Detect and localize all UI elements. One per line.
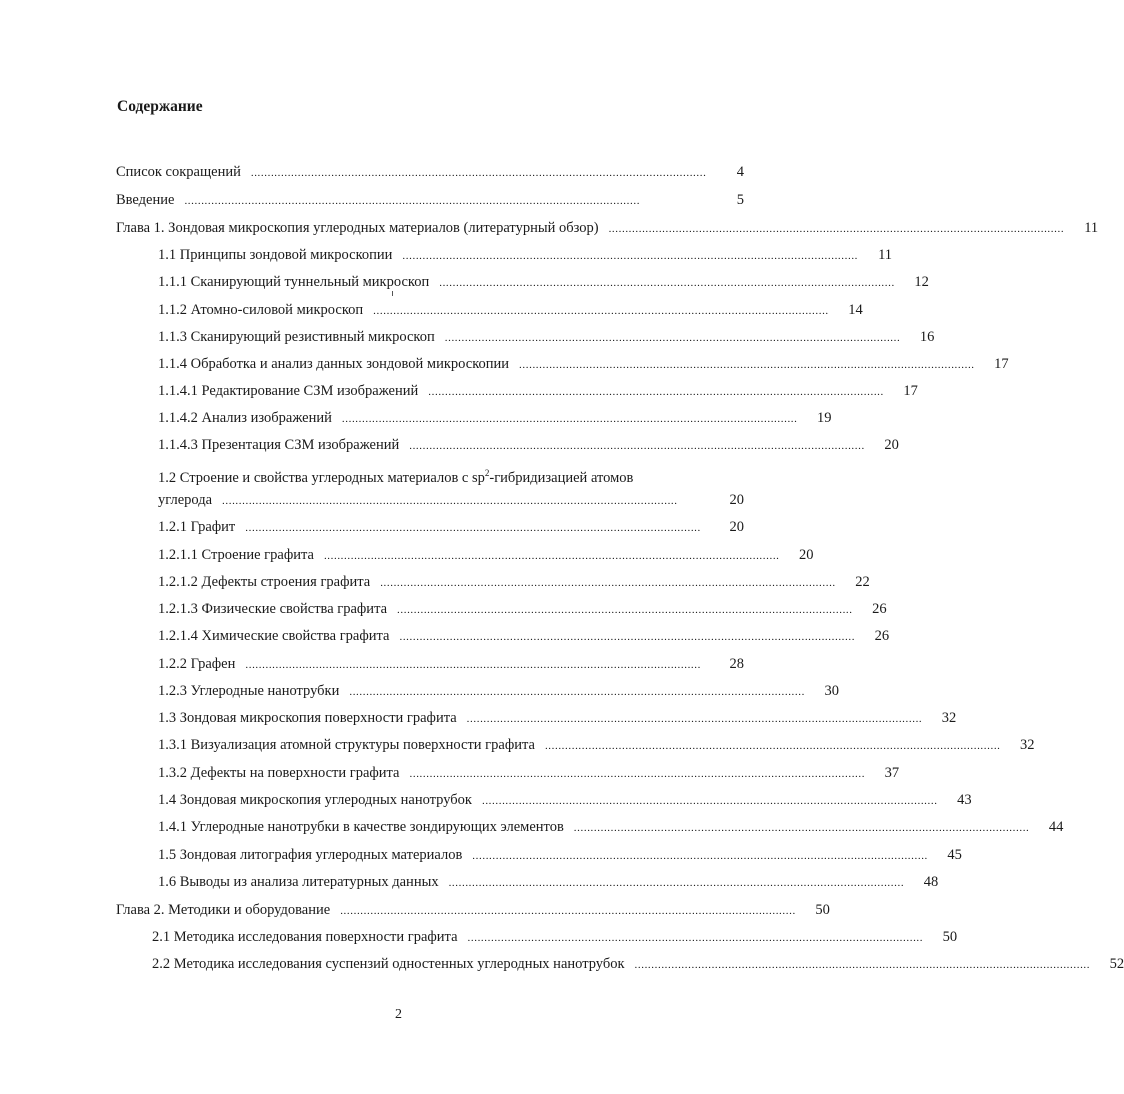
toc-entry-page: 44 [1048, 819, 1064, 835]
toc-entry-label: 1.1 Принципы зондовой микроскопии [158, 247, 393, 263]
toc-entry-page: 20 [729, 492, 744, 508]
dot-leader: ........................................................................................................................................ [399, 631, 856, 643]
toc-entry-page: 5 [736, 192, 744, 208]
toc-entry-label: 1.3.2 Дефекты на поверхности графита [158, 765, 400, 781]
toc-entry-label: Глава 2. Методики и оборудование [116, 902, 331, 918]
toc-entry-page: 50 [815, 902, 830, 918]
toc-entry-page: 37 [884, 765, 900, 781]
dot-leader: ........................................................................................................................................ [250, 167, 707, 179]
toc-entry [158, 272, 929, 293]
dot-leader: ........................................................................................................................................ [409, 440, 865, 452]
toc-entry [158, 245, 893, 266]
toc-entry-page: 52 [1109, 956, 1124, 972]
dot-leader: ........................................................................................................................................ [349, 686, 805, 698]
dot-leader: ........................................................................................................................................ [184, 195, 641, 207]
toc-entry [158, 681, 839, 702]
toc-entry-page: 19 [817, 410, 832, 426]
toc-entry-page: 4 [736, 164, 744, 180]
toc-entry-label: 1.2.1.1 Строение графита [158, 547, 314, 563]
toc-entry-page: 22 [855, 574, 870, 590]
toc-entry-page: 17 [903, 383, 918, 399]
toc-entry-page: 14 [848, 302, 863, 318]
toc-entry [158, 327, 935, 348]
dot-leader: ........................................................................................................................................ [444, 332, 901, 344]
dot-leader: ........................................................................................................................................ [397, 604, 853, 616]
superscript: 2 [484, 468, 490, 478]
toc-entry-page: 43 [957, 792, 972, 808]
toc-entry-label: 1.1.4.3 Презентация СЗМ изображений [158, 437, 400, 453]
toc-entry [158, 845, 962, 866]
toc-entry [152, 954, 1124, 975]
dot-leader: ........................................................................................................................................ [472, 850, 928, 862]
toc-entry [158, 790, 972, 811]
toc-entry [158, 435, 899, 456]
toc-entry-label: 1.2.1.3 Физические свойства графита [158, 601, 388, 617]
toc-entry [158, 381, 918, 402]
dot-leader: ........................................................................................................................................ [608, 223, 1065, 235]
toc-entry-label: 1.2.2 Графен [158, 656, 236, 672]
dot-leader: ........................................................................................................................................ [466, 713, 923, 725]
dot-leader: ........................................................................................................................................ [323, 550, 780, 562]
toc-entry-label: 1.2.1.4 Химические свойства графита [158, 628, 390, 644]
dot-leader: ........................................................................................................................................ [373, 305, 829, 317]
toc-entry-page: 16 [919, 329, 935, 345]
toc-entry [116, 900, 830, 921]
dot-leader: ........................................................................................................................................ [467, 932, 924, 944]
toc-entry-label-pre: 1.2 Строение и свойства углеродных материалов с sp [158, 470, 485, 486]
toc-entry [116, 218, 1099, 239]
dot-leader: ........................................................................................................................................ [222, 495, 678, 507]
toc-entry [158, 545, 814, 566]
toc-entry-label: 1.1.3 Сканирующий резистивный микроскоп [158, 329, 435, 345]
dot-leader: ........................................................................................................................................ [519, 359, 975, 371]
toc-entry-label: 1.3 Зондовая микроскопия поверхности графита [158, 710, 457, 726]
toc-entry-label: Введение [116, 192, 175, 208]
dot-leader: ........................................................................................................................................ [544, 740, 1001, 752]
toc-entry-page: 11 [878, 247, 893, 263]
toc-entry [158, 708, 957, 729]
dot-leader: ........................................................................................................................................ [245, 659, 701, 671]
dot-leader: ........................................................................................................................................ [634, 959, 1091, 971]
toc-entry [158, 300, 863, 321]
page-number: 2 [395, 1007, 402, 1022]
dot-leader: ........................................................................................................................................ [409, 768, 866, 780]
toc-entry-label: 1.2.1 Графит [158, 519, 236, 535]
toc-entry [152, 927, 958, 948]
toc-entry [158, 408, 832, 429]
toc-entry-label: 1.2.3 Углеродные нанотрубки [158, 683, 340, 699]
toc-entry-page: 28 [729, 656, 744, 672]
toc-entry-label: 1.1.2 Атомно-силовой микроскоп [158, 302, 364, 318]
toc-entry-page: 50 [942, 929, 958, 945]
toc-entry-label-line1 [158, 463, 633, 488]
toc-entry-label: 1.6 Выводы из анализа литературных данных [158, 874, 439, 890]
toc-entry-page: 48 [923, 874, 939, 890]
toc-entry [158, 490, 744, 511]
page-title: Содержание [117, 98, 203, 115]
toc-entry-label: 1.4 Зондовая микроскопия углеродных нанотрубок [158, 792, 472, 808]
dot-leader: ........................................................................................................................................ [402, 250, 859, 262]
dot-leader: ........................................................................................................................................ [439, 277, 895, 289]
toc-entry-page: 32 [1020, 737, 1035, 753]
toc-entry [158, 517, 744, 538]
toc-entry-label: Глава 1. Зондовая микроскопия углеродных материалов (литературный обзор) [116, 220, 599, 236]
toc-entry-page: 32 [941, 710, 957, 726]
toc-entry [116, 190, 744, 211]
toc-entry-label: 2.2 Методика исследования суспензий одностенных углеродных нанотрубок [152, 956, 625, 972]
dot-leader: ........................................................................................................................................ [245, 522, 701, 534]
toc-entry [158, 599, 887, 620]
toc-entry [158, 572, 870, 593]
toc-entry [116, 162, 744, 183]
toc-entry-label-post: -гибридизацией атомов [489, 470, 634, 486]
toc-entry-label: 1.1.4 Обработка и анализ данных зондовой микроскопии [158, 356, 510, 372]
dot-leader: ........................................................................................................................................ [573, 822, 1030, 834]
toc-entry [158, 654, 744, 675]
toc-entry-label: 1.1.4.1 Редактирование СЗМ изображений [158, 383, 419, 399]
dot-leader: ........................................................................................................................................ [341, 413, 798, 425]
toc-entry-page: 11 [1084, 220, 1099, 236]
toc-entry-page: 20 [799, 547, 814, 563]
toc-entry-label: 1.1.1 Сканирующий туннельный микроскоп [158, 274, 430, 290]
toc-entry-label: 1.2.1.2 Дефекты строения графита [158, 574, 371, 590]
dot-leader: ........................................................................................................................................ [380, 577, 836, 589]
toc-entry-page: 20 [729, 519, 744, 535]
toc-entry-page: 26 [872, 601, 887, 617]
dot-leader: ........................................................................................................................................ [428, 386, 884, 398]
toc-entry [158, 735, 1035, 756]
toc-entry-label: 1.1.4.2 Анализ изображений [158, 410, 332, 426]
dot-leader: ........................................................................................................................................ [340, 905, 796, 917]
toc-entry [158, 817, 1064, 838]
toc-entry-page: 12 [914, 274, 929, 290]
toc-entry-label: 2.1 Методика исследования поверхности графита [152, 929, 458, 945]
toc-entry [158, 354, 1009, 375]
dot-leader: ........................................................................................................................................ [448, 877, 905, 889]
toc-entry-label: Список сокращений [116, 164, 241, 180]
toc-entry-page: 45 [947, 847, 962, 863]
toc-entry [158, 626, 890, 647]
scan-artifact [392, 291, 393, 296]
dot-leader: ........................................................................................................................................ [481, 795, 938, 807]
toc-entry-label: 1.4.1 Углеродные нанотрубки в качестве зондирующих элементов [158, 819, 564, 835]
toc-entry [158, 872, 939, 893]
toc-entry-page: 30 [824, 683, 839, 699]
toc-entry-page: 17 [994, 356, 1009, 372]
toc-entry [158, 763, 900, 784]
toc-entry-page: 20 [884, 437, 899, 453]
toc-entry-page: 26 [874, 628, 890, 644]
toc-entry-label: 1.3.1 Визуализация атомной структуры поверхности графита [158, 737, 535, 753]
toc-entry-label: 1.5 Зондовая литография углеродных материалов [158, 847, 463, 863]
toc-entry-label: углерода [158, 492, 213, 508]
